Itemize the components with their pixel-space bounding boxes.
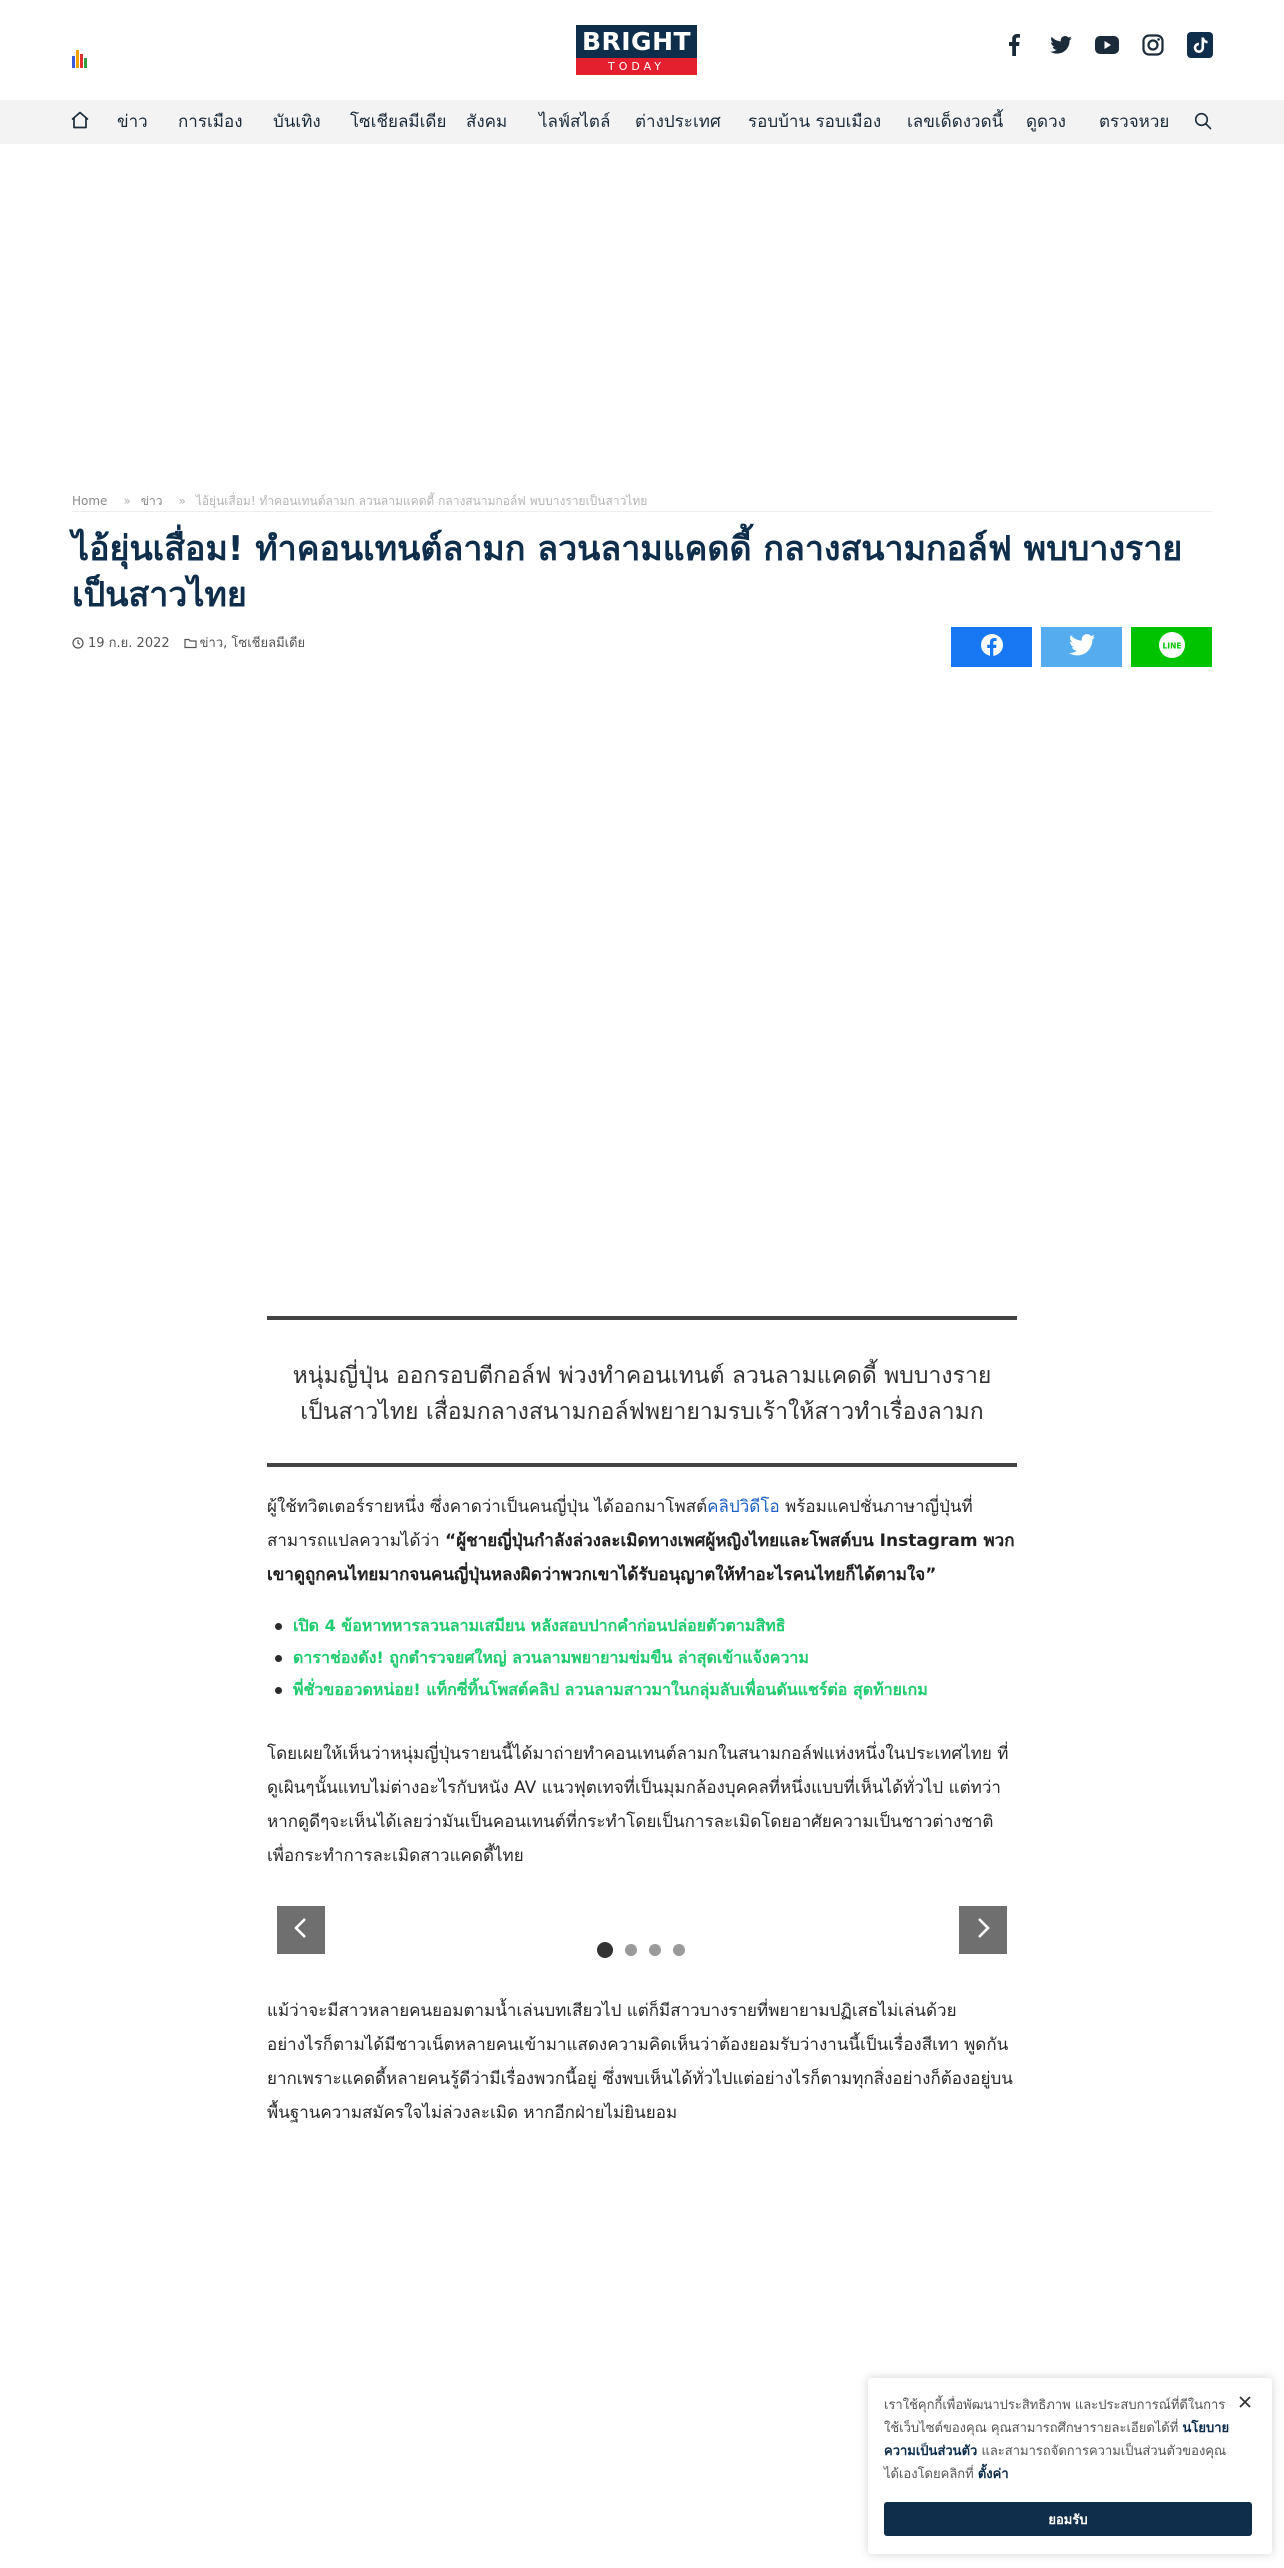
svg-text:LINE: LINE — [1162, 641, 1181, 651]
logo-top-text: BRIGHT — [576, 25, 697, 58]
tiktok-icon[interactable] — [1185, 30, 1215, 60]
slider-dot[interactable] — [625, 1944, 637, 1956]
twitter-icon[interactable] — [1046, 30, 1076, 60]
search-icon[interactable] — [1194, 112, 1214, 132]
youtube-icon[interactable] — [1092, 30, 1122, 60]
paragraph-text: ผู้ใช้ทวิตเตอร์รายหนึ่ง ซึ่งคาดว่าเป็นคนญี่ปุ่น ได้ออกมาโพสต์ — [267, 1497, 708, 1517]
nav-item-horoscope[interactable]: ดูดวง — [1026, 112, 1066, 132]
facebook-icon[interactable] — [999, 30, 1029, 60]
menu-icon[interactable] — [72, 50, 86, 68]
breadcrumb: Home » ข่าว » ไอ้ยุ่นเสื่อม! ทำคอนเทนต์ลามก ลวนลามแคดดี้ กลางสนามกอล์ฟ พบบางรายเป็นสาวไทย — [72, 492, 1212, 512]
site-logo[interactable] — [576, 25, 697, 75]
nav-item-around-town[interactable]: รอบบ้าน รอบเมือง — [748, 112, 882, 132]
article-meta — [72, 632, 305, 653]
main-navigation — [0, 100, 1284, 144]
nav-item-politics[interactable]: การเมือง — [178, 112, 243, 132]
share-twitter-button[interactable] — [1041, 627, 1122, 667]
article-categories[interactable]: ข่าว, โซเชียลมีเดีย — [199, 636, 306, 651]
nav-item-lifestyle[interactable]: ไลฟ์สไตล์ — [539, 112, 611, 132]
article-paragraph-2: โดยเผยให้เห็นว่าหนุ่มญี่ปุ่นรายนนี้ได้มาถ่ายทำคอนเทนต์ลามกในสนามกอล์ฟแห่งหนึ่งในประเทศไทย ที่ดูเผินๆนั้นแทบไม่ต่างอะไรกับหนัง AV แนวฟุตเทจที่เป็นมุมกล้องบุคคลที่หนึ่งแบบที่เห็นได้ทั่วไป แต่ทว่าหากดูดีๆจะเห็นได้เลยว่ามันเป็นคอนเทนต์ที่กระทำโดยเป็นการละเมิดโดยอาศัยความเป็นชาวต่างชาติเพื่อกระทำการละเมิดสาวแคดดี้ไทย — [267, 1744, 1009, 1866]
related-article-link[interactable]: พี่ชั่วขออวดหน่อย! แท็กซี่ทิ้นโพสต์คลิป ลวนลามสาวมาในกลุ่มลับเพื่อนดันแชร์ต่อ สุดท้ายเกม — [267, 1674, 1017, 1706]
cookie-text-part: และสามารถจัดการความเป็นส่วนตัวของคุณได้เองโดยคลิกที่ — [884, 2444, 1227, 2482]
nav-item-social-media[interactable]: โซเชียลมีเดีย — [350, 112, 447, 132]
cookie-consent-banner — [868, 2378, 1272, 2554]
cookie-text-part: เราใช้คุกกี้เพื่อพัฒนาประสิทธิภาพ และประสบการณ์ที่ดีในการใช้เว็บไซต์ของคุณ คุณสามารถศึกษารายละเอียดได้ที่ — [884, 2398, 1226, 2436]
nav-item-lottery-tips[interactable]: เลขเด็ดงวดนี้ — [907, 112, 1004, 132]
slider-prev-button[interactable] — [277, 1906, 325, 1954]
nav-item-foreign[interactable]: ต่างประเทศ — [635, 112, 721, 132]
related-articles-list — [267, 1610, 1017, 1706]
related-article-link[interactable]: ดาราช่องดัง! ถูกตำรวจยศใหญ่ ลวนลามพยายามข่มขืน ล่าสุดเข้าแจ้งความ — [267, 1642, 1017, 1674]
translated-quote: “ผู้ชายญี่ปุ่นกำลังล่วงละเมิดทางเพศผู้หญิงไทยและโพสต์บน Instagram พวกเขาดูถูกคนไทยมากจนคนญี่ปุ่นหลงผิดว่าพวกเขาได้รับอนุญาตให้ทำอะไรคนไทยก็ได้ตามใจ” — [267, 1531, 1015, 1585]
slider-dots — [597, 1942, 697, 1958]
privacy-policy-link[interactable]: นโยบายความเป็นส่วนตัว — [884, 2421, 1230, 2459]
breadcrumb-section[interactable]: ข่าว — [140, 494, 163, 508]
article-title: ไอ้ยุ่นเสื่อม! ทำคอนเทนต์ลามก ลวนลามแคดดี้ กลางสนามกอล์ฟ พบบางรายเป็นสาวไทย — [72, 529, 1183, 615]
twitter-icon — [1069, 634, 1095, 660]
instagram-icon[interactable] — [1138, 30, 1168, 60]
logo-bottom-text: TODAY — [576, 58, 697, 75]
nav-item-lottery-check[interactable]: ตรวจหวย — [1099, 112, 1170, 132]
slider-dot[interactable] — [597, 1942, 613, 1958]
nav-item-news[interactable]: ข่าว — [117, 112, 148, 132]
related-article-link[interactable]: เปิด 4 ข้อหาทหารลวนลามเสมียน หลังสอบปากคำก่อนปล่อยตัวตามสิทธิ — [267, 1610, 1017, 1642]
nav-item-entertainment[interactable]: บันเทิง — [273, 112, 321, 132]
video-clip-link[interactable]: คลิปวิดีโอ — [707, 1497, 780, 1517]
breadcrumb-home[interactable]: Home — [72, 494, 108, 508]
close-icon[interactable] — [1238, 2394, 1254, 2410]
share-line-button[interactable] — [1131, 627, 1212, 667]
excerpt-bottom-rule — [267, 1463, 1017, 1467]
breadcrumb-current: ไอ้ยุ่นเสื่อม! ทำคอนเทนต์ลามก ลวนลามแคดดี้ กลางสนามกอล์ฟ พบบางรายเป็นสาวไทย — [195, 494, 648, 508]
home-icon[interactable] — [70, 110, 92, 132]
cookie-settings-link[interactable]: ตั้งค่า — [977, 2467, 1009, 2482]
cookie-consent-text — [884, 2394, 1234, 2486]
article-paragraph-3: แม้ว่าจะมีสาวหลายคนยอมตามน้ำเล่นบทเสียวไป แต่ก็มีสาวบางรายที่พยายามปฏิเสธไม่เล่นด้วย อย่างไรก็ตามได้มีชาวเน็ตหลายคนเข้ามาแสดงความคิดเห็นว่าต้องยอมรับว่างานนี้เป็นเรื่องสีเทา พูดกันยากเพราะแคดดี้หลายคนรู้ดีว่ามีเรื่องพวกนี้อยู่ ซึ่งพบเห็นได้ทั่วไปแต่อย่างไรก็ตามทุกสิ่งอย่างก็ต้องอยู่บนพื้นฐานความสมัครใจไม่ล่วงละเมิด หากอีกฝ่ายไม่ยินยอม — [267, 2001, 1013, 2123]
chevron-left-icon — [293, 1917, 309, 1943]
cookie-accept-button[interactable]: ยอมรับ — [884, 2502, 1252, 2536]
paragraph-text: พร้อมแคปชั่นภาษาญี่ปุ่นที่สามารถแปลความได้ว่า — [267, 1497, 973, 1551]
share-facebook-button[interactable] — [951, 627, 1032, 667]
slider-dot[interactable] — [649, 1944, 661, 1956]
chevron-right-icon — [975, 1917, 991, 1943]
folder-icon — [184, 637, 196, 649]
slider-dot[interactable] — [673, 1944, 685, 1956]
excerpt-top-rule — [267, 1316, 1017, 1320]
clock-icon — [72, 637, 84, 649]
nav-item-society[interactable]: สังคม — [466, 112, 508, 132]
facebook-icon — [980, 633, 1004, 661]
site-header — [0, 0, 1284, 100]
article-excerpt: หนุ่มญี่ปุ่น ออกรอบตีกอล์ฟ พ่วงทำคอนเทนต์ ลวนลามแคดดี้ พบบางรายเป็นสาวไทย เสื่อมกลางสนามกอล์ฟพยายามรบเร้าให้สาวทำเรื่องลามก — [292, 1363, 992, 1425]
article-date: 19 ก.ย. 2022 — [88, 636, 170, 651]
slider-next-button[interactable] — [959, 1906, 1007, 1954]
article-paragraph-1 — [267, 1490, 1017, 1592]
line-icon — [1158, 631, 1186, 663]
